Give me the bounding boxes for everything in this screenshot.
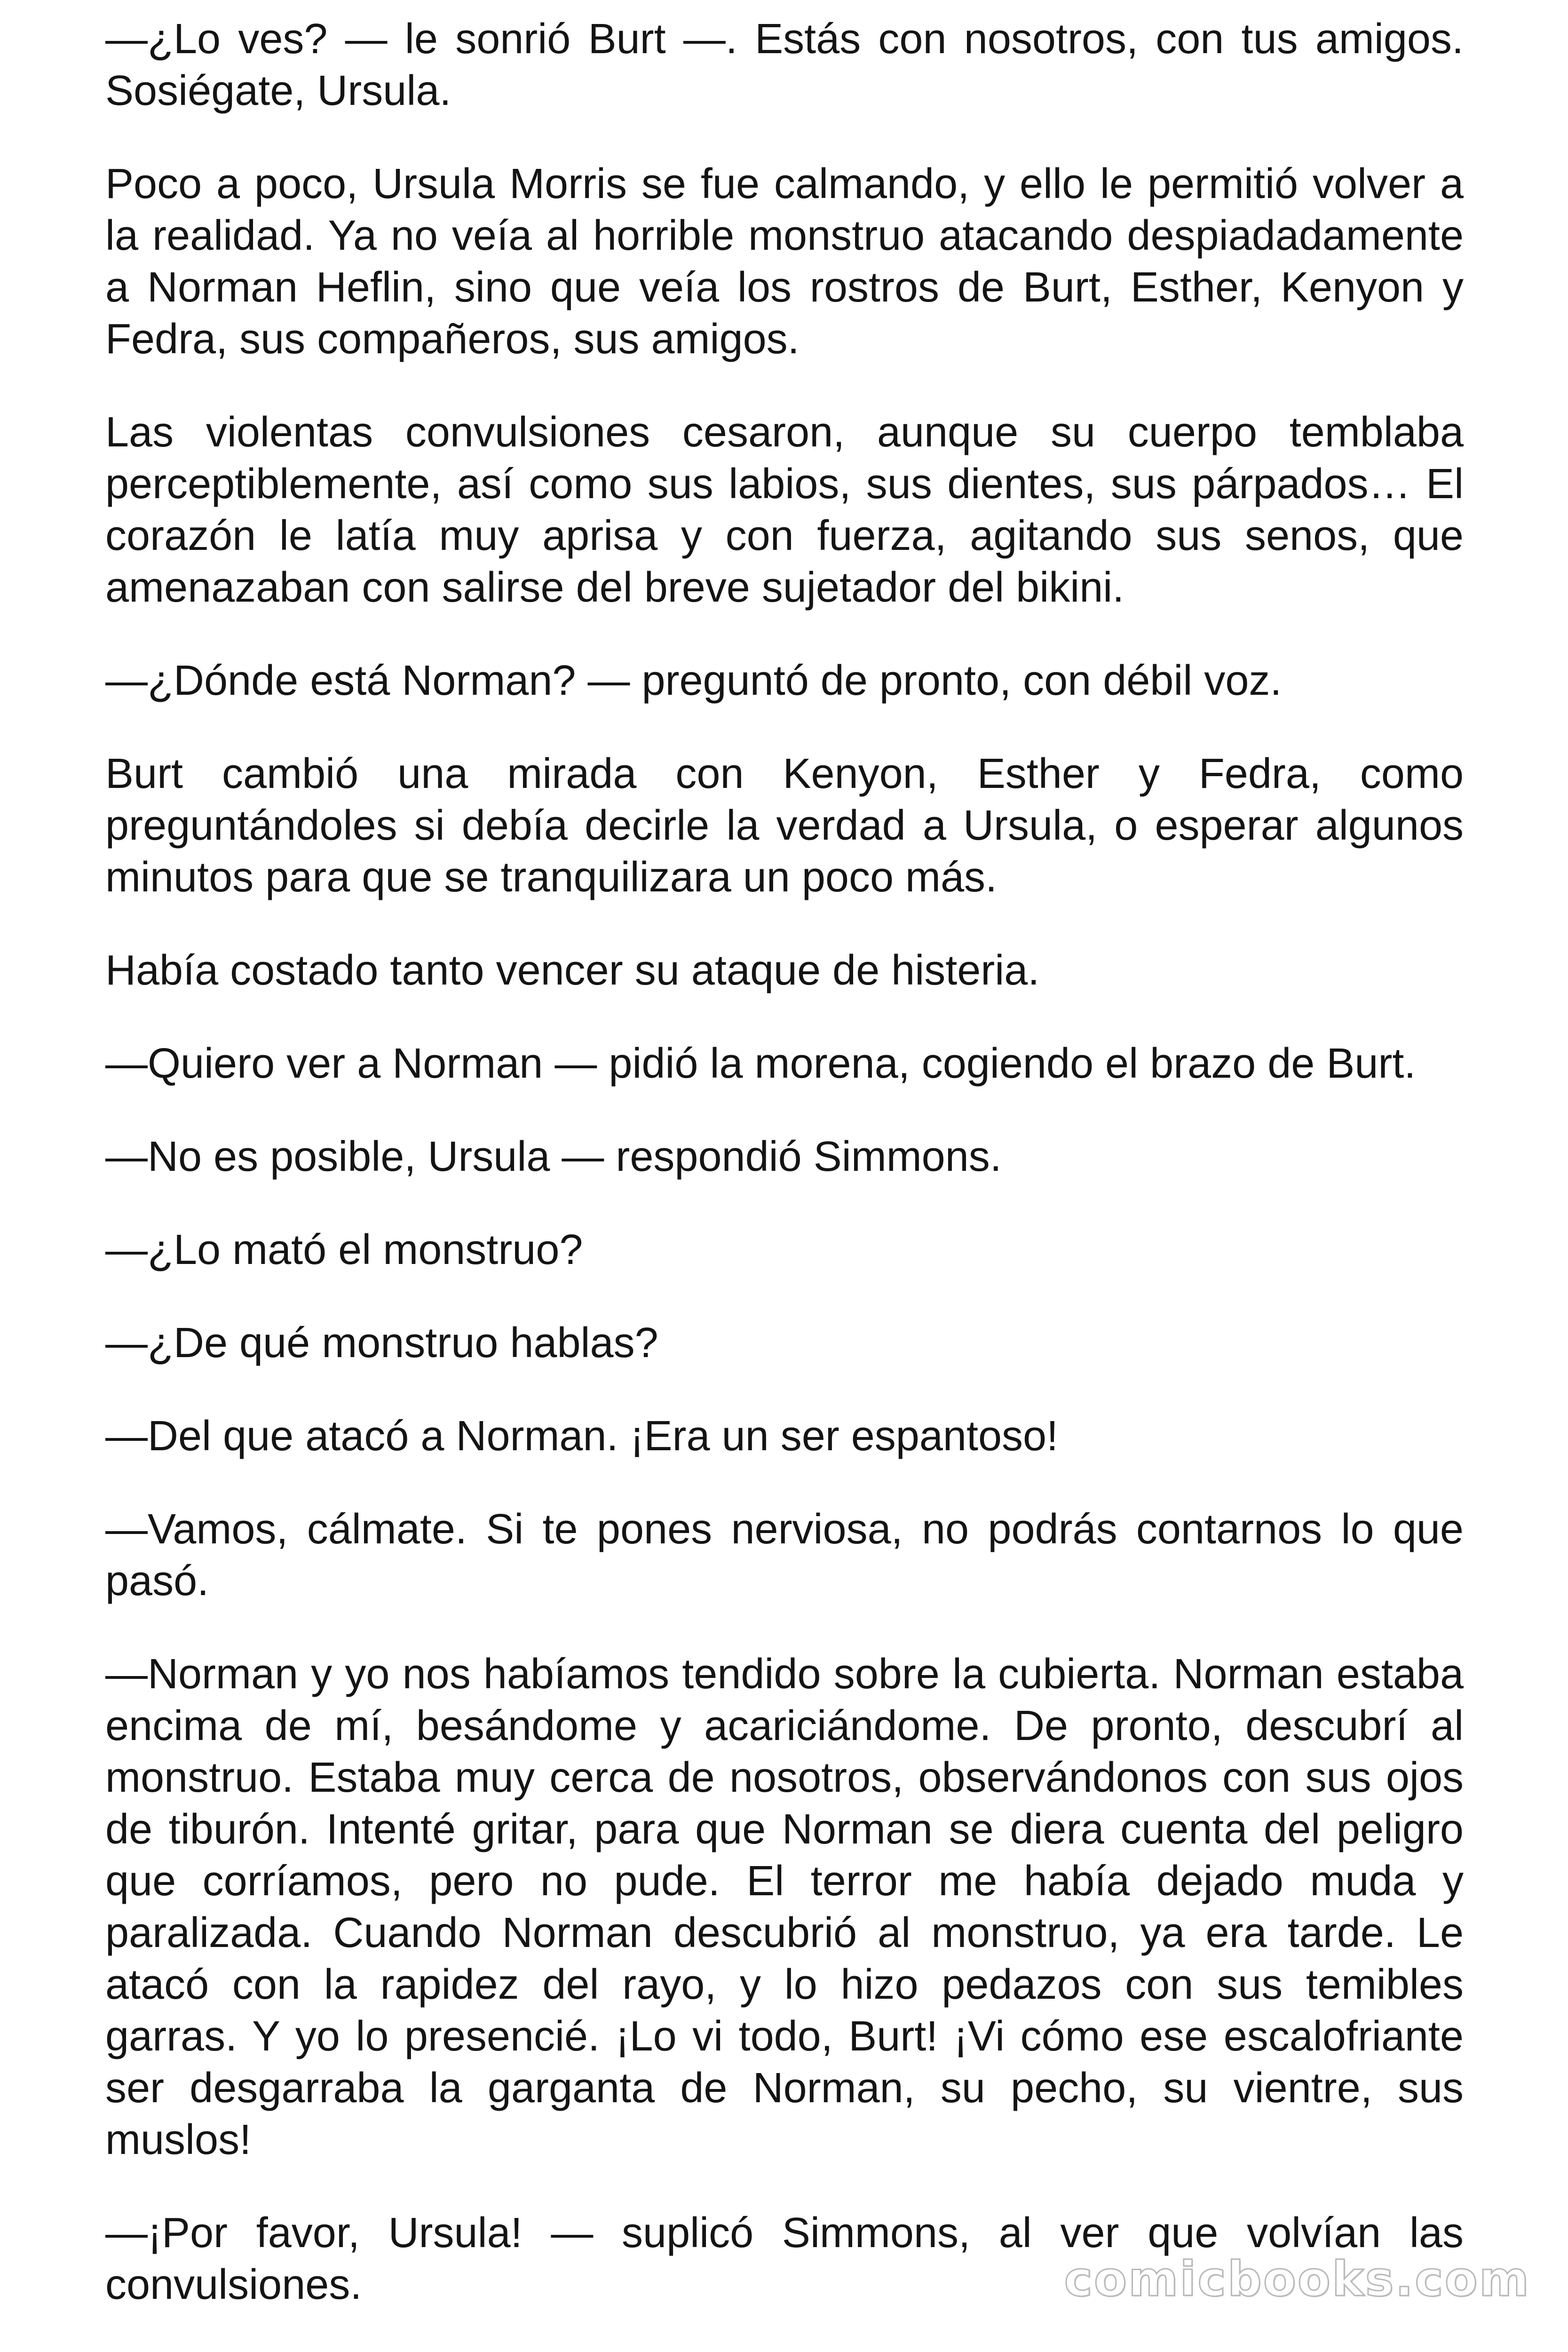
- paragraph-1: —¿Lo ves? — le sonrió Burt —. Estás con nosotros, con tus amigos. Sosiégate, Ursula.: [105, 16, 1464, 114]
- paragraph-7: —Quiero ver a Norman — pidió la morena, cogiendo el brazo de Burt.: [105, 1040, 1416, 1087]
- paragraph-3: Las violentas convulsiones cesaron, aunque su cuerpo temblaba perceptiblemente, así como sus labios, sus dientes, sus párpados… El corazón le latía muy aprisa y con fuerza, agitando sus senos, que amenazaban con salirse del breve sujetador del bikini.: [105, 409, 1464, 611]
- page-text: [105, 13, 1464, 2311]
- paragraph-12: —Vamos, cálmate. Si te pones nerviosa, no podrás contarnos lo que pasó.: [105, 1506, 1464, 1605]
- paragraph-2: Poco a poco, Ursula Morris se fue calmando, y ello le permitió volver a la realidad. Ya no veía al horrible monstruo atacando despiadadamente a Norman Heflin, sino que veía los rostros de Burt, Esther, Kenyon y Fedra, sus compañeros, sus amigos.: [105, 160, 1464, 363]
- paragraph-6: Había costado tanto vencer su ataque de histeria.: [105, 947, 1040, 994]
- paragraph-4: —¿Dónde está Norman? — preguntó de pronto, con débil voz.: [105, 657, 1282, 704]
- paragraph-8: —No es posible, Ursula — respondió Simmons.: [105, 1133, 1002, 1180]
- watermark-logo: comicbooks.com: [1064, 2251, 1530, 2307]
- paragraph-5: Burt cambió una mirada con Kenyon, Esther y Fedra, como preguntándoles si debía decirle la verdad a Ursula, o esperar algunos minutos para que se tranquilizara un poco más.: [105, 750, 1464, 901]
- paragraph-14: —¡Por favor, Ursula! — suplicó Simmons, al ver que volvían las convulsiones.: [105, 2209, 1464, 2308]
- paragraph-9: —¿Lo mató el monstruo?: [105, 1226, 583, 1273]
- paragraph-10: —¿De qué monstruo hablas?: [105, 1319, 658, 1367]
- paragraph-11: —Del que atacó a Norman. ¡Era un ser espantoso!: [105, 1413, 1059, 1460]
- paragraph-13: —Norman y yo nos habíamos tendido sobre la cubierta. Norman estaba encima de mí, besándome y acariciándome. De pronto, descubrí al monstruo. Estaba muy cerca de nosotros, observándonos con sus ojos de tiburón. Intenté gritar, para que Norman se diera cuenta del peligro que corríamos, pero no pude. El terror me había dejado muda y paralizada. Cuando Norman descubrió al monstruo, ya era tarde. Le atacó con la rapidez del rayo, y lo hizo pedazos con sus temibles garras. Y yo lo presencié. ¡Lo vi todo, Burt! ¡Vi cómo ese escalofriante ser desgarraba la garganta de Norman, su pecho, su vientre, sus muslos!: [105, 1651, 1464, 2163]
